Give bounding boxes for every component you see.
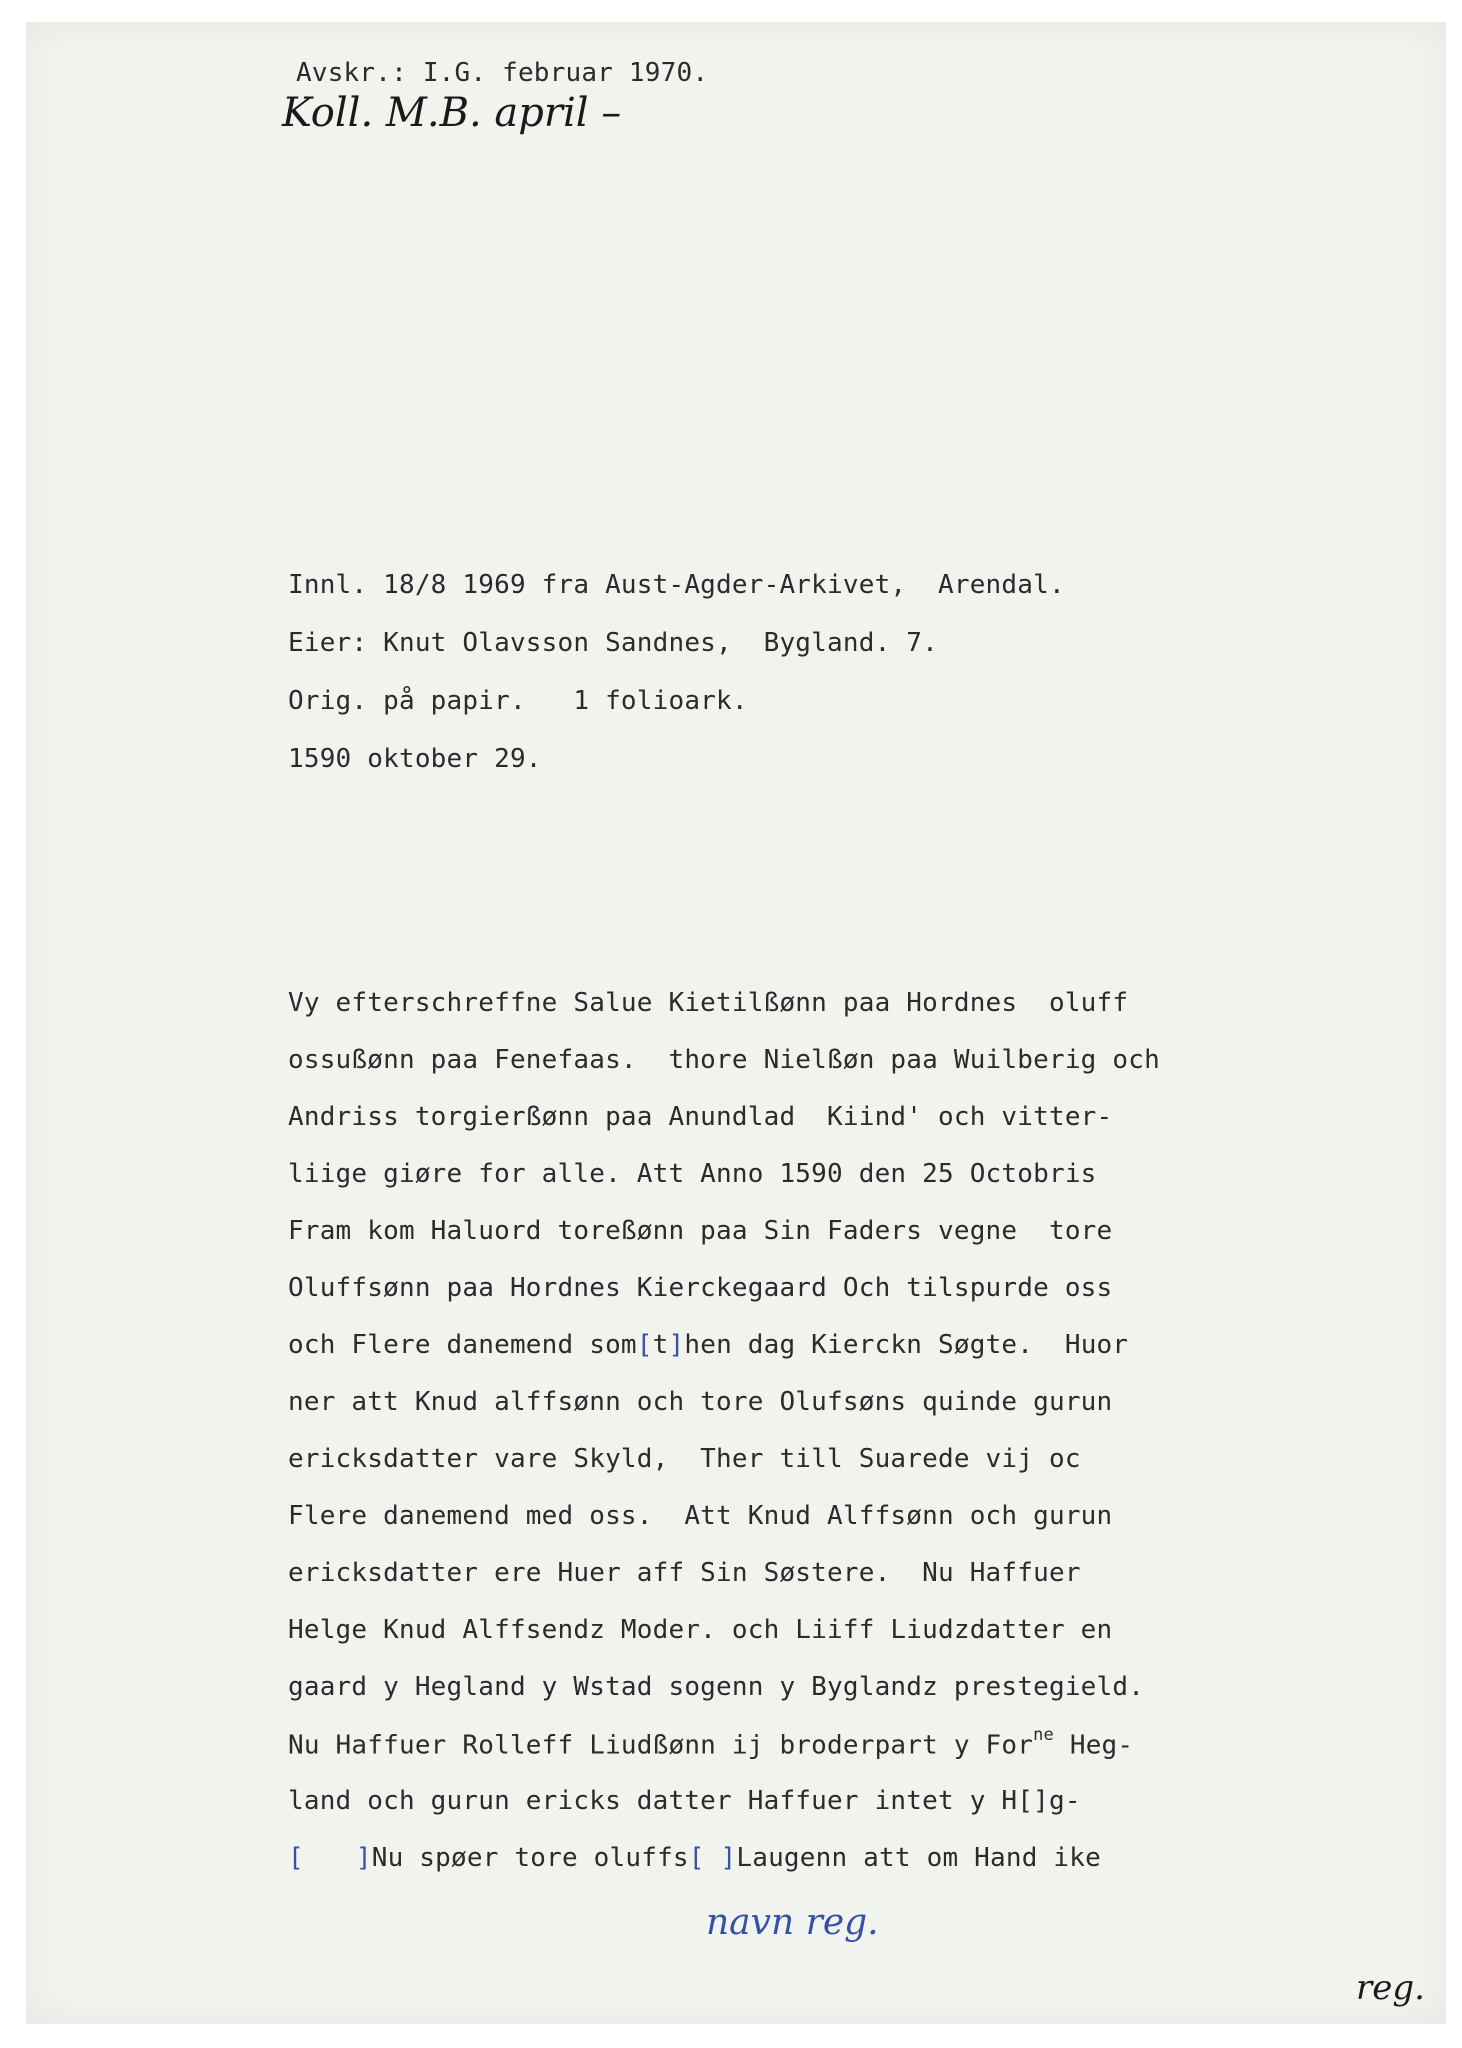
owner-line: Eier: Knut Olavsson Sandnes, Bygland. 7. <box>288 628 938 658</box>
body-line-16-text: Nu spøer tore oluffs <box>371 1843 689 1873</box>
body-line-13: gaard y Hegland y Wstad sogenn y Byglandz prestegield. <box>288 1672 1145 1702</box>
body-line-7-rest: hen dag Kierckn Søgte. Huor <box>684 1330 1129 1360</box>
body-line-10: Flere danemend med oss. Att Knud Alffsønn och gurun <box>288 1501 1113 1531</box>
body-line-14-start: Nu Haffuer Rolleff Liudßønn ij broderpart y For <box>288 1730 1034 1761</box>
body-line-6: Oluffsønn paa Hordnes Kierckegaard Och tilspurde oss <box>288 1273 1113 1303</box>
body-line-1: Vy efterschreffne Salue Kietilßønn paa Hordnes oluff <box>288 988 1129 1018</box>
body-line-12: Helge Knud Alffsendz Moder. och Liiff Liudzdatter en <box>288 1615 1113 1645</box>
body-line-8: ner att Knud alffsønn och tore Olufsøns quinde gurun <box>288 1387 1113 1417</box>
body-line-9: ericksdatter vare Skyld, Ther till Suarede vij oc <box>288 1444 1081 1474</box>
name-register-note: navn reg. <box>706 1902 879 1943</box>
editor-bracket: [ <box>636 1330 653 1360</box>
body-line-15: land och gurun ericks datter Haffuer intet y H[]g- <box>288 1786 1081 1816</box>
control-note-handwritten: Koll. M.B. april – <box>282 90 622 136</box>
edge-register-note: reg. <box>1356 1968 1425 2008</box>
bracketed-letter: t <box>652 1330 669 1360</box>
received-line: Innl. 18/8 1969 fra Aust-Agder-Arkivet, Arendal. <box>288 570 1065 600</box>
document-page <box>26 22 1446 2024</box>
body-line-14-rest: Heg- <box>1053 1730 1134 1761</box>
transcription-note: Avskr.: I.G. februar 1970. <box>296 58 709 88</box>
editor-bracket-close: ] <box>355 1843 372 1873</box>
body-line-4: liige giøre for alle. Att Anno 1590 den 25 Octobris <box>288 1159 1097 1189</box>
body-line-11: ericksdatter ere Huer aff Sin Søstere. Nu Haffuer <box>288 1558 1081 1588</box>
body-line-7 <box>288 1330 1128 1360</box>
body-line-5: Fram kom Haluord toreßønn paa Sin Faders vegne tore <box>288 1216 1113 1246</box>
body-line-3: Andriss torgierßønn paa Anundlad Kiind' och vitter- <box>288 1102 1113 1132</box>
editor-bracket-open: [ <box>288 1843 304 1873</box>
body-line-7-start: och Flere danemend som <box>288 1330 637 1360</box>
superscript-ne: ne <box>1033 1725 1054 1745</box>
body-line-2: ossußønn paa Fenefaas. thore Nielßøn paa Wuilberig och <box>288 1045 1160 1075</box>
body-line-16 <box>288 1843 1101 1873</box>
date-line: 1590 oktober 29. <box>288 744 542 774</box>
body-line-14 <box>288 1725 1134 1761</box>
original-line: Orig. på papir. 1 folioark. <box>288 686 748 716</box>
editor-bracket: ] <box>668 1330 685 1360</box>
body-line-16-rest: Laugenn att om Hand ike <box>736 1843 1101 1873</box>
editor-bracket-small: [ ] <box>688 1843 737 1873</box>
